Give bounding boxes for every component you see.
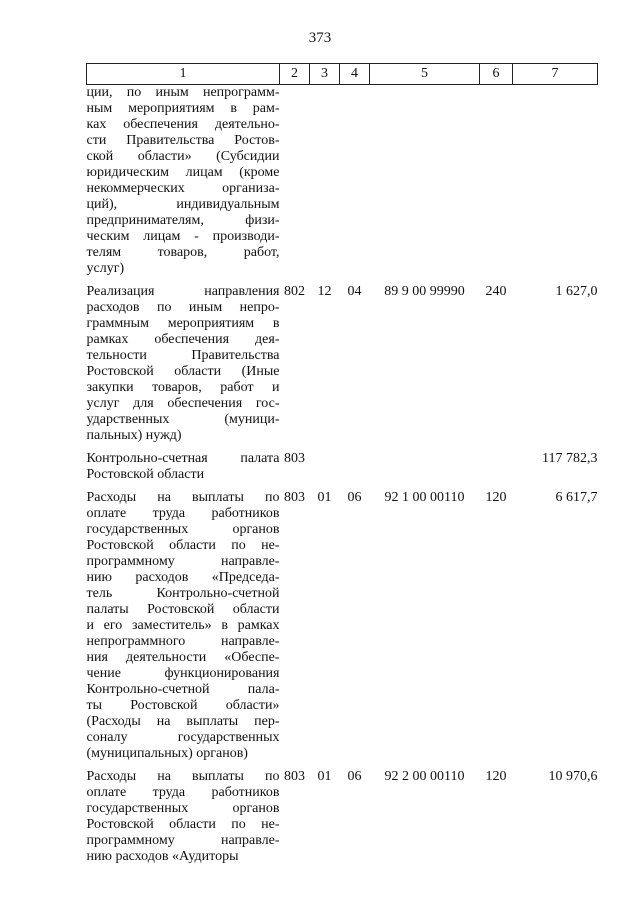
cell-name-line: оплате труда работников <box>86 785 280 800</box>
cell-name-line: непрограммного направле- <box>86 634 280 649</box>
cell-name-line: некоммерческих организа- <box>86 181 280 196</box>
cell-name-line: (муниципальных) органов) <box>86 746 248 761</box>
column-header-name: 1 <box>87 64 280 85</box>
cell-name-line: Реализация направления <box>86 284 280 299</box>
cell-name-line: ческим лицам - производи- <box>86 229 280 244</box>
cell-pr: 06 <box>347 769 362 784</box>
column-header-csr: 5 <box>370 64 480 85</box>
cell-name-line: ния деятельности «Обеспе- <box>86 650 280 665</box>
column-header-ved: 2 <box>280 64 310 85</box>
cell-csr: 92 1 00 00110 <box>384 490 465 505</box>
cell-name-line: Ростовской области по не- <box>86 538 280 553</box>
cell-name-line: ным мероприятиям в рам- <box>86 101 280 116</box>
cell-name-line: государственных органов <box>86 522 280 537</box>
cell-rz <box>310 85 340 285</box>
cell-ved: 802 <box>284 284 305 299</box>
cell-name-line: палаты Ростовской области <box>86 602 280 617</box>
cell-name-line: оплате труда работников <box>86 506 280 521</box>
cell-name-line: чение функционирования <box>86 666 280 681</box>
cell-name-line: Контрольно-счетной пала- <box>86 682 280 697</box>
cell-name <box>87 284 280 451</box>
budget-table <box>86 63 598 872</box>
cell-name-line: услуг для обеспечения гос- <box>86 396 280 411</box>
cell-name-line: программному направле- <box>86 554 280 569</box>
page-number: 373 <box>308 30 332 46</box>
cell-name-line: программному направле- <box>86 833 280 848</box>
cell-name-line: нию расходов «Председа- <box>86 570 280 585</box>
cell-name-line: Ростовской области (Иные <box>86 364 280 379</box>
cell-name-line: (Расходы на выплаты пер- <box>86 714 280 729</box>
cell-vr: 120 <box>485 490 507 505</box>
cell-vr: 120 <box>485 769 507 784</box>
cell-pr <box>340 85 370 285</box>
cell-name-line: услуг) <box>86 261 125 276</box>
cell-name-line: ций), индивидуальным <box>86 197 280 212</box>
cell-rz: 12 <box>317 284 332 299</box>
cell-name-line: Расходы на выплаты по <box>86 490 280 505</box>
cell-name-line: Контрольно-счетная палата <box>86 451 280 466</box>
table-header-row <box>87 64 598 85</box>
cell-name-line: ской области» (Субсидии <box>86 149 280 164</box>
cell-pr <box>340 451 370 490</box>
cell-sum: 1 627,0 <box>555 284 598 299</box>
cell-ved: 803 <box>284 451 305 466</box>
column-header-vr: 6 <box>480 64 513 85</box>
cell-name-line: ты Ростовской области» <box>86 698 280 713</box>
cell-name-line: ках обеспечения деятельно- <box>86 117 280 132</box>
cell-name <box>87 451 280 490</box>
cell-name-line: ции, по иным непрограмм- <box>86 85 280 100</box>
cell-ved: 803 <box>284 769 305 784</box>
cell-pr: 04 <box>347 284 362 299</box>
table-row <box>87 769 598 872</box>
cell-name <box>87 85 280 285</box>
cell-name-line: сти Правительства Ростов- <box>86 133 280 148</box>
cell-name-line: тель Контрольно-счетной <box>86 586 280 601</box>
column-header-sum: 7 <box>513 64 598 85</box>
cell-vr <box>480 451 513 490</box>
cell-name-line: нию расходов «Аудиторы <box>86 849 239 864</box>
cell-vr: 240 <box>485 284 507 299</box>
cell-sum: 117 782,3 <box>542 451 598 466</box>
cell-csr: 92 2 00 00110 <box>384 769 465 784</box>
cell-name-line: государственных органов <box>86 801 280 816</box>
cell-name-line: юридическим лицам (кроме <box>86 165 280 180</box>
cell-name-line: Расходы на выплаты по <box>86 769 280 784</box>
table-row <box>87 451 598 490</box>
cell-name-line: Ростовской области по не- <box>86 817 280 832</box>
cell-name-line: расходов по иным непро- <box>86 300 280 315</box>
cell-csr <box>370 85 480 285</box>
cell-name-line: и его заместитель» в рамках <box>86 618 280 633</box>
cell-name <box>87 769 280 872</box>
cell-pr: 06 <box>347 490 362 505</box>
table-body <box>87 85 598 873</box>
cell-name-line: пальных) нужд) <box>86 428 182 443</box>
cell-vr <box>480 85 513 285</box>
cell-name-line: тельности Правительства <box>86 348 280 363</box>
cell-name <box>87 490 280 769</box>
table-row <box>87 490 598 769</box>
cell-sum: 10 970,6 <box>548 769 598 784</box>
cell-name-line: Ростовской области <box>86 467 205 482</box>
column-header-pr: 4 <box>340 64 370 85</box>
table-row <box>87 85 598 285</box>
cell-name-line: закупки товаров, работ и <box>86 380 280 395</box>
cell-name-line: соналу государственных <box>86 730 280 745</box>
cell-rz: 01 <box>317 490 332 505</box>
table-row <box>87 284 598 451</box>
cell-name-line: телям товаров, работ, <box>86 245 280 260</box>
cell-ved <box>280 85 310 285</box>
cell-rz: 01 <box>317 769 332 784</box>
column-header-rz: 3 <box>310 64 340 85</box>
cell-sum <box>513 85 598 285</box>
cell-csr: 89 9 00 99990 <box>384 284 465 299</box>
cell-sum: 6 617,7 <box>555 490 598 505</box>
cell-name-line: рамках обеспечения дея- <box>86 332 280 347</box>
cell-csr <box>370 451 480 490</box>
cell-name-line: ударственных (муници- <box>86 412 280 427</box>
cell-name-line: граммным мероприятиям в <box>86 316 280 331</box>
cell-name-line: предпринимателям, физи- <box>86 213 280 228</box>
cell-rz <box>310 451 340 490</box>
cell-ved: 803 <box>284 490 305 505</box>
